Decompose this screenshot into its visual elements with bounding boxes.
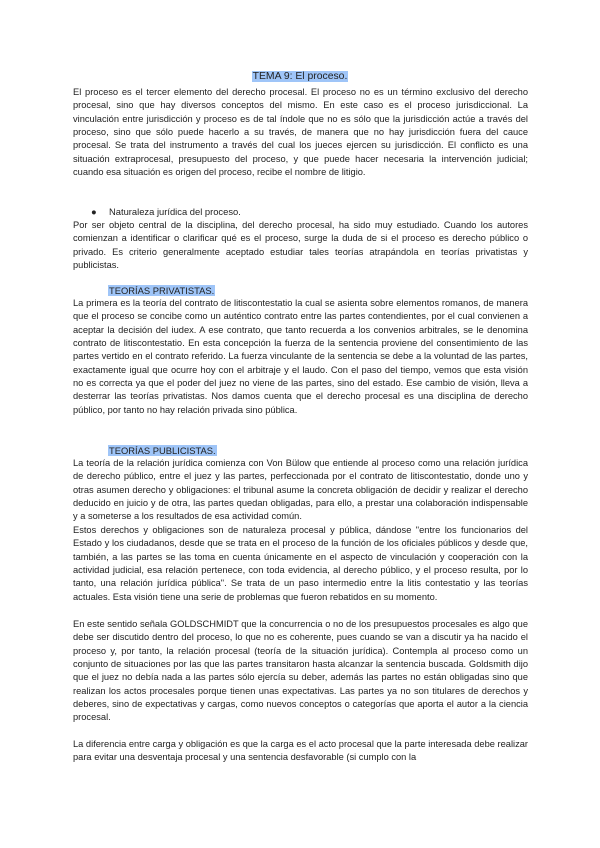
intro-paragraph: El proceso es el tercer elemento del derecho procesal. El proceso no es un término exclusivo del derecho procesal, sino que hay diversos conceptos del mismo. En este caso es el proceso jurisdiccional. La vinculación entre jurisdicción y proceso es de tal índole que no es sólo que la jurisdicción actúe a través del proceso, sino que sólo puede hacerlo a su través, de manera que no hay jurisdicción fuera del cauce procesal. Se trata del instrumento a través del cual los jueces ejercen su jurisdicción. El conflicto es una situación extraprocesal, presupuesto del proceso, y que puede hacer necesaria la intervención judicial; cuando esa situación es origen del proceso, recibe el nombre de litigio. [73, 87, 528, 178]
carga-paragraph: La diferencia entre carga y obligación es que la carga es el acto procesal que la parte interesada debe realizar para evitar una desventaja procesal y una sentencia desfavorable (si cumplo con la [73, 739, 528, 763]
publicistas-paragraph-1: La teoría de la relación jurídica comienza con Von Bülow que entiende al proceso como una relación jurídica de derecho público, entre el juez y las partes, perfeccionada por el contrato de litiscontestatio, donde uno y otras asumen derecho y obligaciones: el tribunal asume la concreta obligación de decidir y realizar el derecho deducido en juicio y de otra, las partes quedan obligadas, para ello, a prestar una colaboración indispensable y a someterse a los resultados de esa actividad común. [73, 458, 528, 522]
bullet-item [91, 206, 241, 218]
bullet-text: Naturaleza jurídica del proceso. [109, 206, 241, 217]
heading-publicistas-text: TEORÍAS PUBLICISTAS. [109, 445, 216, 456]
heading-publicistas [108, 445, 217, 457]
bullet-dot-icon: ● [91, 206, 97, 217]
publicistas-paragraph-2: Estos derechos y obligaciones son de naturaleza procesal y pública, dándose "entre los funcionarios del Estado y los ciudadanos, desde que se trata en el proceso de la función de los oficiales públicos y desde que, también, a las partes se las toma en cuenta únicamente en el aspecto de vinculación y cooperación con la actividad judicial, esa relación pertenece, con toda evidencia, al derecho público, y el proceso resulta, por lo tanto, una relación jurídica pública". Se trata de un paso intermedio entre la litis contestatio y las teorías actuales. Esta visión tiene una serie de problemas que fueron rebatidos en su momento. [73, 525, 528, 602]
heading-privatistas-text: TEORÍAS PRIVATISTAS. [109, 285, 215, 296]
nature-paragraph: Por ser objeto central de la disciplina, del derecho procesal, ha sido muy estudiado. Cuando los autores comienzan a identificar o clarificar qué es el proceso, surge la duda de si el proceso es derecho público o privado. Es criterio generalmente aceptado estudiar tales teorías atrapándola en teorías privatistas y publicistas. [73, 220, 528, 271]
goldschmidt-paragraph: En este sentido señala GOLDSCHMIDT que la concurrencia o no de los presupuestos procesales es algo que debe ser discutido dentro del proceso, lo que no es coherente, pues cuando se van a discutir ya ha nacido el proceso y, por tanto, la relación procesal (teoría de la situación jurídica). Contempla al proceso como un conjunto de situaciones por las que las partes transitaron hasta alcanzar la sentencia buscada. Goldsmith dijo que el juez no debía nada a las partes sólo ejercía su deber, además las partes no están obligadas sino que realizan los actos procesales porque tienen unas expectativas. Las partes ya no son titulares de derechos y deberes, sino de expectativas y cargas, como nuevos conceptos o categorías que aporta el autor a la ciencia procesal. [73, 619, 528, 723]
privatistas-paragraph: La primera es la teoría del contrato de litiscontestatio la cual se asienta sobre elementos romanos, de manera que el proceso se concibe como un auténtico contrato entre las partes contendientes, por el cual convienen a aceptar la decisión del iudex. A ese contrato, que tanto recuerda a los convenios arbitrales, se le denomina contrato de litiscontestatio. En esta concepción la fuerza de la sentencia proviene del consentimiento de las partes vertido en el contrato referido. La fuerza vinculante de la sentencia se debe a la voluntad de las partes, exactamente igual que ocurre hoy con el arbitraje y el laudo. Con el paso del tiempo, vemos que esta visión no es correcta ya que el poder del juez no viene de las partes, sino del estado. Ese cambio de visión, lleva a desterrar las teorías privatistas. Nos damos cuenta que el derecho procesal es una disciplina de derecho público, por tanto no hay relación privada sino pública. [73, 298, 528, 415]
page-title [0, 71, 600, 83]
title-highlight: TEMA 9: El proceso. [252, 71, 348, 82]
heading-privatistas [108, 285, 215, 297]
